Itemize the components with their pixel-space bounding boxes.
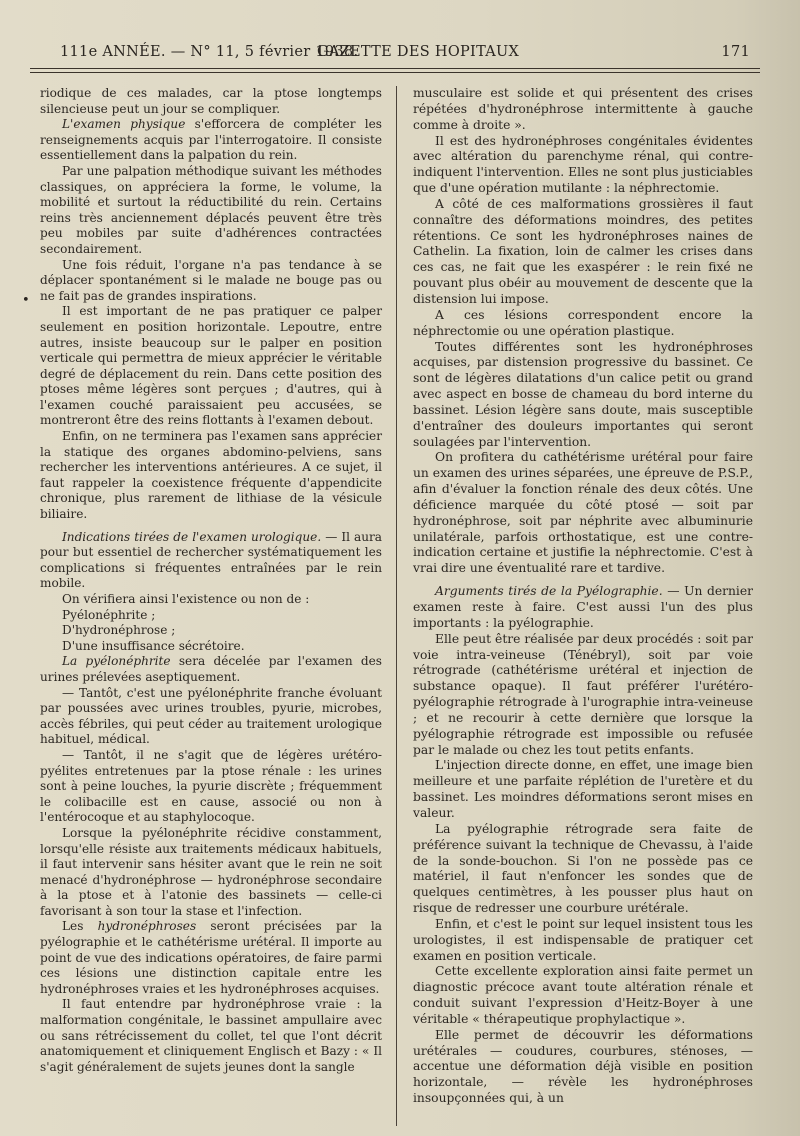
paragraph: L'injection directe donne, en effet, une image bien meilleure et une parfaite réplétion de l'uretère et du bassinet. Les moindres déformations seront mises en valeur. (413, 758, 753, 820)
subsection-heading: La pyélonéphrite (62, 654, 171, 669)
paragraph: On vérifiera ainsi l'existence ou non de : (62, 592, 310, 606)
paragraph: Arguments tirés de la Pyélographie. — Un dernier examen reste à faire. C'est aussi l'un des plus importants : la pyélographie. (413, 584, 754, 630)
column-divider (396, 86, 397, 1126)
left-column (40, 86, 382, 1075)
paragraph: Par une palpation méthodique suivant les méthodes classiques, on appréciera la forme, le volume, la mobilité et surtout la réductibilité du rein. Certains reins très anciennement déplacés peuvent être très peu mobiles par suite d'adhérences contractées secondairement. (40, 163, 382, 256)
paragraph: Il faut entendre par hydronéphrose vraie : la malformation congénitale, le bassinet ampullaire avec ou sans rétrécissement du collet, tel que l'ont décrit anatomiquement et cliniquement Englisch et Bazy : « Il s'agit généralement de sujets jeunes dont la sangle (40, 997, 382, 1074)
paragraph: Toutes différentes sont les hydronéphroses acquises, par distension progressive du bassinet. Ce sont de légères dilatations d'un calice petit ou grand avec aspect en bosse de chameau du bord interne du bassinet. Lésion légère sans doute, mais susceptible d'entraîner des douleurs importantes qui seront soulagées par l'intervention. (413, 339, 753, 449)
paragraph: Une fois réduit, l'organe n'a pas tendance à se déplacer spontanément si le malade ne bouge pas ou ne fait pas de grandes inspirations. (40, 257, 382, 303)
margin-bullet: • (22, 293, 30, 308)
right-column (413, 86, 753, 1107)
paragraph: La pyélonéphrite sera décelée par l'examen des urines prélevées aseptiquement. (40, 654, 382, 684)
paragraph: Lorsque la pyélonéphrite récidive constamment, lorsqu'elle résiste aux traitements médicaux habituels, il faut intervenir sans hésiter avant que le rein ne soit menacé d'hydronéphrose — hydronéphrose secondaire à la ptose et à l'atonie des bassinets — celle-ci favorisant à son tour la stase et l'infection. (40, 825, 382, 918)
paragraph: Cette excellente exploration ainsi faite permet un diagnostic précoce avant toute altération rénale et conduit suivant l'expression d'Heitz-Boyer à une véritable « thérapeutique prophylactique ». (413, 964, 753, 1026)
paragraph: musculaire est solide et qui présentent des crises répétées d'hydronéphrose intermittente à gauche comme à droite ». (413, 86, 753, 132)
paragraph: La pyélographie rétrograde sera faite de préférence suivant la technique de Chevassu, à l'aide de la sonde-bouchon. Si l'on ne possède pas ce matériel, il faut n'enfoncer les sondes que de quelques centimètres, à les pousser plus haut on risque de redresser une courbure urétérale. (413, 821, 753, 916)
paragraph: Elle peut être réalisée par deux procédés : soit par voie intra-veineuse (Ténébryl), soit par voie rétrograde (cathétérisme urétéral et injection de substance opaque). Il faut préférer l'urétéro-pyélographie rétrograde à l'urographie intra-veineuse ; et ne recourir à cette dernière que lorsque la pyélographie rétrograde est impossible ou refusée par le malade ou chez les tout petits enfants. (413, 631, 753, 757)
paragraph: Les hydronéphroses seront précisées par la pyélographie et le cathétérisme urétéral. Il importe au point de vue des indications opératoires, de faire parmi ces lésions une distinction capitale entre les hydronéphroses vraies et les hydronéphroses acquises. (40, 919, 382, 996)
paragraph: — Tantôt, il ne s'agit que de légères urétéro-pyélites entretenues par la ptose rénale : les urines sont à peine louches, la pyurie discrète ; fréquemment le colibacille est en cause, associé ou non à l'entérocoque et au staphylocoque. (40, 747, 382, 825)
paragraph: Indications tirées de l'examen urologique. — Il aura pour but essentiel de rechercher systématiquement les complications si fréquentes entraînées par le rein mobile. (40, 529, 383, 591)
paragraph: Elle permet de découvrir les déformations urétérales — coudures, courbures, sténoses, — accentue une déformation déjà visible en position horizontale, — révèle les hydronéphroses insoupçonnées qui, à un (413, 1027, 753, 1106)
journal-title: GAZETTE DES HOPITAUX (317, 44, 520, 60)
list-item: Pyélonéphrite ; (62, 607, 156, 622)
paragraph: Enfin, et c'est le point sur lequel insistent tous les urologistes, il est indispensable de pratiquer cet examen en position verticale. (413, 916, 753, 963)
paragraph: Il est important de ne pas pratiquer ce palper seulement en position horizontale. Lepoutre, entre autres, insiste beaucoup sur le palper en position verticale qui permettra de mieux apprécier le véritable degré de déplacement du rein. Dans cette position des ptoses même légères sont perçues ; d'autres, qui à l'examen couché paraissaient peu accusées, se montreront être des reins flottants à l'examen debout. (40, 304, 382, 428)
paragraph: A ces lésions correspondent encore la néphrectomie ou une opération plastique. (413, 307, 753, 338)
page-number: 171 (721, 44, 750, 60)
section-heading: Indications tirées de l'examen urologique. (62, 529, 322, 544)
paragraph: On profitera du cathétérisme urétéral pour faire un examen des urines séparées, une épreuve de P.S.P., afin d'évaluer la fonction rénale des deux côtés. Une déficience marquée du côté ptosé — soit par hydronéphrose, soit par néphrite avec albuminurie unilatérale, parfois orthostatique, est une contre-indication certaine et justifie la néphrectomie. C'est à vrai dire une éventualité rare et tardive. (413, 450, 753, 576)
list-item: D'hydronéphrose ; (62, 623, 176, 638)
issue-info: 111e ANNÉE. — N° 11, 5 février 1938. (60, 44, 359, 60)
running-header (60, 44, 750, 66)
paragraph: Il est des hydronéphroses congénitales évidentes avec altération du parenchyme rénal, qui contre-indiquent l'intervention. Elles ne sont plus justiciables que d'une opération mutilante : la néphrectomie. (413, 133, 753, 196)
section-heading: L'examen physique (62, 117, 186, 132)
header-rule-bottom (30, 72, 760, 73)
header-rule-top (30, 68, 760, 69)
paragraph: riodique de ces malades, car la ptose longtemps silencieuse peut un jour se compliquer. (40, 86, 382, 116)
list-item: D'une insuffisance sécrétoire. (62, 638, 245, 653)
paragraph: — Tantôt, c'est une pyélonéphrite franche évoluant par poussées avec urines troubles, pyurie, microbes, accès fébriles, qui peut céder au traitement urologique habituel, médical. (40, 685, 382, 747)
section-heading: Arguments tirés de la Pyélographie. (435, 584, 663, 599)
paragraph: A côté de ces malformations grossières il faut connaître des déformations moindres, des petites rétentions. Ce sont les hydronéphroses naines de Cathelin. La fixation, loin de calmer les crises dans ces cas, ne fait que les exaspérer : le rein fixé ne pouvant plus obéir au mouvement de descente que la distension lui impose. (413, 196, 753, 306)
subsection-heading: hydronéphroses (97, 919, 197, 934)
paragraph: L'examen physique s'efforcera de compléter les renseignements acquis par l'interrogatoire. Il consiste essentiellement dans la palpation du rein. (40, 117, 382, 163)
paragraph: Enfin, on ne terminera pas l'examen sans apprécier la statique des organes abdomino-pelviens, sans rechercher les interventions antérieures. A ce sujet, il faut rappeler la coexistence fréquente d'appendicite chronique, plus rarement de lithiase de la vésicule biliaire. (40, 429, 382, 522)
